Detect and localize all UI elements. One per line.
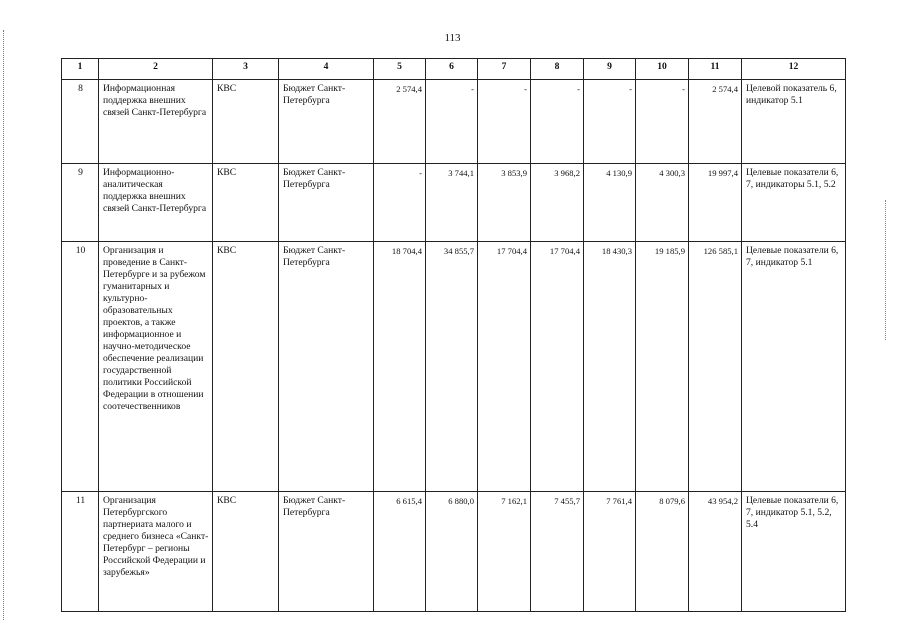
row-number: 10: [62, 242, 99, 492]
header-row: [62, 59, 846, 80]
funding-source: Бюджет Санкт-Петербурга: [279, 242, 374, 492]
column-header: 12: [742, 59, 846, 80]
measure-name: Информационно-аналитическая поддержка внешних связей Санкт-Петербурга: [99, 164, 213, 242]
amount-cell: 6 615,4: [374, 492, 426, 612]
amount-cell: 4 130,9: [584, 164, 636, 242]
measure-name: Организация и проведение в Санкт-Петербурге и за рубежом гуманитарных и культурно-образовательных проектов, а также информационное и научно-методическое обеспечение реализации государственной политики Российской Федерации в отношении соотечественников: [99, 242, 213, 492]
amount-cell: 34 855,7: [426, 242, 478, 492]
amount-cell: 17 704,4: [478, 242, 531, 492]
executor: КВС: [213, 164, 279, 242]
column-header: 5: [374, 59, 426, 80]
column-header: 10: [636, 59, 689, 80]
amount-cell: 17 704,4: [531, 242, 584, 492]
amount-cell: 7 455,7: [531, 492, 584, 612]
column-header: 2: [99, 59, 213, 80]
amount-cell: 8 079,6: [636, 492, 689, 612]
column-header: 7: [478, 59, 531, 80]
amount-cell: 4 300,3: [636, 164, 689, 242]
indicators: Целевой показатель 6, индикатор 5.1: [742, 80, 846, 164]
table-row: [62, 492, 846, 612]
row-number: 11: [62, 492, 99, 612]
table-row: [62, 164, 846, 242]
amount-total: 19 997,4: [689, 164, 742, 242]
amount-total: 126 585,1: [689, 242, 742, 492]
amount-cell: -: [426, 80, 478, 164]
scan-edge-left: [3, 30, 5, 620]
row-number: 9: [62, 164, 99, 242]
column-header: 8: [531, 59, 584, 80]
amount-cell: 3 853,9: [478, 164, 531, 242]
scan-edge-right: [885, 200, 887, 340]
funding-source: Бюджет Санкт-Петербурга: [279, 164, 374, 242]
column-header: 9: [584, 59, 636, 80]
amount-cell: 6 880,0: [426, 492, 478, 612]
column-header: 4: [279, 59, 374, 80]
executor: КВС: [213, 242, 279, 492]
amount-cell: 7 162,1: [478, 492, 531, 612]
amount-cell: 2 574,4: [374, 80, 426, 164]
amount-cell: 18 704,4: [374, 242, 426, 492]
column-header: 3: [213, 59, 279, 80]
amount-total: 2 574,4: [689, 80, 742, 164]
amount-total: 43 954,2: [689, 492, 742, 612]
column-header: 11: [689, 59, 742, 80]
amount-cell: 7 761,4: [584, 492, 636, 612]
program-measures-table: [61, 58, 846, 612]
indicators: Целевые показатели 6, 7, индикатор 5.1: [742, 242, 846, 492]
amount-cell: 18 430,3: [584, 242, 636, 492]
table-row: [62, 80, 846, 164]
amount-cell: -: [636, 80, 689, 164]
amount-cell: 19 185,9: [636, 242, 689, 492]
table-row: [62, 242, 846, 492]
funding-source: Бюджет Санкт-Петербурга: [279, 80, 374, 164]
column-header: 1: [62, 59, 99, 80]
amount-cell: 3 744,1: [426, 164, 478, 242]
measure-name: Организация Петербургского партнериата малого и среднего бизнеса «Санкт-Петербург – регионы Российской Федерации и зарубежья»: [99, 492, 213, 612]
measure-name: Информационная поддержка внешних связей Санкт-Петербурга: [99, 80, 213, 164]
amount-cell: -: [584, 80, 636, 164]
column-header: 6: [426, 59, 478, 80]
page-number: 113: [444, 32, 461, 44]
amount-cell: 3 968,2: [531, 164, 584, 242]
row-number: 8: [62, 80, 99, 164]
executor: КВС: [213, 492, 279, 612]
amount-cell: -: [374, 164, 426, 242]
executor: КВС: [213, 80, 279, 164]
funding-source: Бюджет Санкт-Петербурга: [279, 492, 374, 612]
amount-cell: -: [478, 80, 531, 164]
amount-cell: -: [531, 80, 584, 164]
indicators: Целевые показатели 6, 7, индикаторы 5.1, 5.2: [742, 164, 846, 242]
indicators: Целевые показатели 6, 7, индикатор 5.1, 5.2, 5.4: [742, 492, 846, 612]
